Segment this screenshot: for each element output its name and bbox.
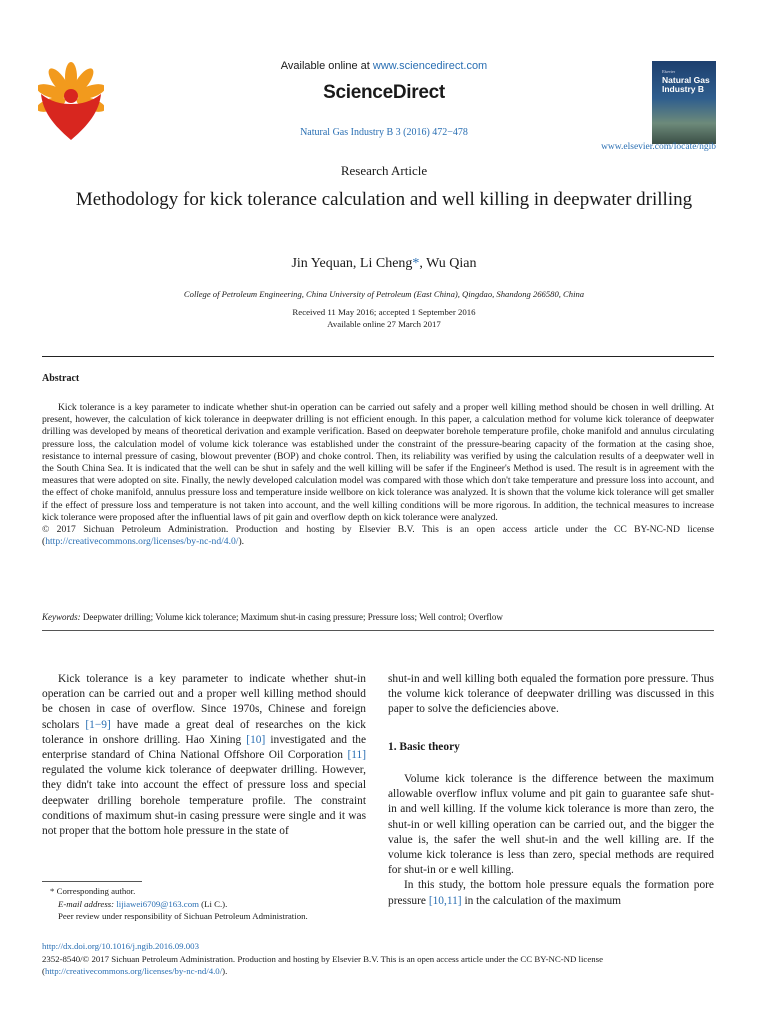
peer-review-note: Peer review under responsibility of Sichuan Petroleum Administration.: [58, 911, 308, 921]
body-paragraph: [388, 878, 714, 908]
author-list: [0, 256, 768, 272]
journal-cover-image: [652, 61, 716, 144]
sciencedirect-link[interactable]: www.sciencedirect.com: [372, 60, 488, 72]
doi-link[interactable]: http://dx.doi.org/10.1016/j.ngib.2016.09.003: [42, 941, 199, 951]
intro-paragraph: [42, 672, 366, 839]
affiliation: College of Petroleum Engineering, China University of Petroleum (East China), Qingdao, Shandong 266580, China: [183, 289, 585, 299]
corresponding-author-note: * Corresponding author.: [50, 886, 136, 896]
available-date: Available online 27 March 2017: [327, 319, 441, 329]
citation-link[interactable]: [10,11]: [428, 894, 462, 907]
body-text: In this study, the bottom hole pressure equals the formation pore pressure: [388, 879, 714, 907]
copyright-text: © 2017 Sichuan Petroleum Administration. Production and hosting by Elsevier B.V. This is an open access article under the CC BY-NC-ND license (: [42, 524, 714, 548]
abstract-heading: Abstract: [42, 373, 80, 384]
paren-close: ).: [222, 966, 228, 977]
section-body: [388, 772, 714, 909]
header-divider: [42, 356, 714, 357]
email-suffix: (Li C.).: [198, 898, 228, 909]
copyright-end: ).: [238, 536, 245, 548]
email-label: E-mail address:: [58, 898, 115, 909]
corresponding-author-mark[interactable]: *: [412, 256, 420, 271]
article-title: Methodology for kick tolerance calculation and well killing in deepwater drilling: [75, 189, 693, 210]
body-paragraph: Volume kick tolerance is the difference between the maximum allowable overflow influx volume and pit gain to guarantee safe shut-in and well killing. If the volume kick tolerance is more than zero, the shut-in or well killing operation can be carried out, and the bigger the value is, the safer the well shut-in and the well killing are. If the volume kick tolerance is less than zero, special methods are required for shut-in or e well killing.: [388, 773, 714, 877]
received-date: Received 11 May 2016; accepted 1 September 2016: [292, 307, 476, 317]
intro-text-2: have made a great deal of researches on the kick tolerance in onshore drilling. Hao Xining: [42, 718, 366, 746]
footnotes: [42, 885, 372, 923]
intro-text-3: investigated and the enterprise standard of China National Offshore Oil Corporation: [42, 733, 366, 762]
journal-homepage-link[interactable]: www.elsevier.com/locate/ngib: [601, 142, 716, 152]
email-line: [42, 898, 372, 911]
abstract-copyright: [42, 524, 714, 548]
abstract-divider: [42, 630, 714, 631]
intro-text-1: Kick tolerance is a key parameter to indicate whether shut-in operation can be carried out and a proper well killing method should be chosen in case of overflow. Since 1970s, Chinese and foreign scholars: [42, 673, 366, 731]
authors-first: Jin Yequan, Li Cheng: [291, 256, 413, 271]
footnote-divider: [42, 881, 142, 882]
cover-publisher: Elsevier: [662, 69, 676, 74]
paren-open: (: [42, 966, 45, 977]
cover-title: Natural Gas Industry B: [662, 75, 710, 94]
email-link[interactable]: lijiawei6709@163.com: [116, 898, 199, 909]
abstract-body: [42, 402, 714, 548]
footer-license: [42, 965, 722, 977]
keywords-text: Deepwater drilling; Volume kick tolerance; Maximum shut-in casing pressure; Pressure loss; Well control; Overflow: [80, 612, 503, 622]
intro-paragraph-continued: shut-in and well killing both equaled the formation pore pressure. Thus the volume kick tolerance of deepwater drilling was discussed in this paper to solve the deficiencies above.: [388, 673, 714, 716]
citation-link[interactable]: [10]: [246, 733, 266, 746]
journal-reference[interactable]: Natural Gas Industry B 3 (2016) 472−478: [300, 127, 468, 138]
authors-rest: , Wu Qian: [419, 256, 477, 271]
body-text: in the calculation of the maximum: [461, 894, 622, 907]
issn-copyright: [42, 953, 722, 978]
issn-text: 2352-8540/© 2017 Sichuan Petroleum Administration. Production and hosting by Elsevier B.V. This is an open access article under the CC BY-NC-ND license: [42, 954, 603, 964]
citation-link[interactable]: [1−9]: [85, 718, 111, 731]
article-dates: [0, 306, 768, 330]
license-link[interactable]: http://creativecommons.org/licenses/by-nc-nd/4.0/: [45, 536, 239, 548]
sciencedirect-brand: ScienceDirect: [323, 82, 445, 103]
article-type: Research Article: [340, 163, 428, 178]
keywords: [42, 612, 714, 622]
footer-license-link[interactable]: http://creativecommons.org/licenses/by-nc-nd/4.0/: [44, 966, 223, 977]
section-heading: 1. Basic theory: [388, 741, 460, 753]
abstract-text: Kick tolerance is a key parameter to indicate whether shut-in operation can be carried out safely and a proper well killing method should be chosen in well drilling. At present, however, the calculation of kick tolerance in deepwater drilling is not efficient enough. In this paper, a calculation method for volume kick tolerance of deepwater drilling was developed by means of theoretical derivation and example verification. Based on deepwater borehole temperature profile, choke manifold and annulus circulating pressure loss, the calculation model of volume kick tolerance was established under the constraint of the pressure-bearing capacity of the formation at the casing shoe, resistance to internal pressure of casing, blowout preventer (BOP) and choke control. Then, its reliability was verified by using the calculation results of a deepwater well in the South China Sea. It is indicated that the well can be shut in safely and the well killing will be safer if the Engineer's Method is used. The result is in agreement with the measures that were adopted on site. Finally, the newly developed calculation model was compared with those which don't take temperature and pressure loss into account, and the effect of choke manifold, annulus pressure loss and temperature inside wellbore on kick tolerance was analyzed. It is shown that the volume kick tolerance will get smaller if the effect of pressure loss and temperature is not taken into account, and the well killing conditions will be more rigorous. In addition, the technical measures to increase kick tolerance were proposed after the influential laws of pit gain and overflow depth on kick tolerance were analyzed.: [42, 402, 714, 523]
available-online-label: Available online at: [280, 60, 373, 72]
keywords-label: Keywords:: [42, 612, 81, 622]
citation-link[interactable]: [11]: [347, 749, 366, 762]
intro-text-4: regulated the volume kick tolerance of deepwater drilling. However, they didn't take into account the effect of pressure loss and special deepwater drilling borehole temperature profile. The constraint conditions of maximum shut-in casing pressure were single and it was not proper that the bottom hole pressure in the state of: [42, 764, 366, 838]
